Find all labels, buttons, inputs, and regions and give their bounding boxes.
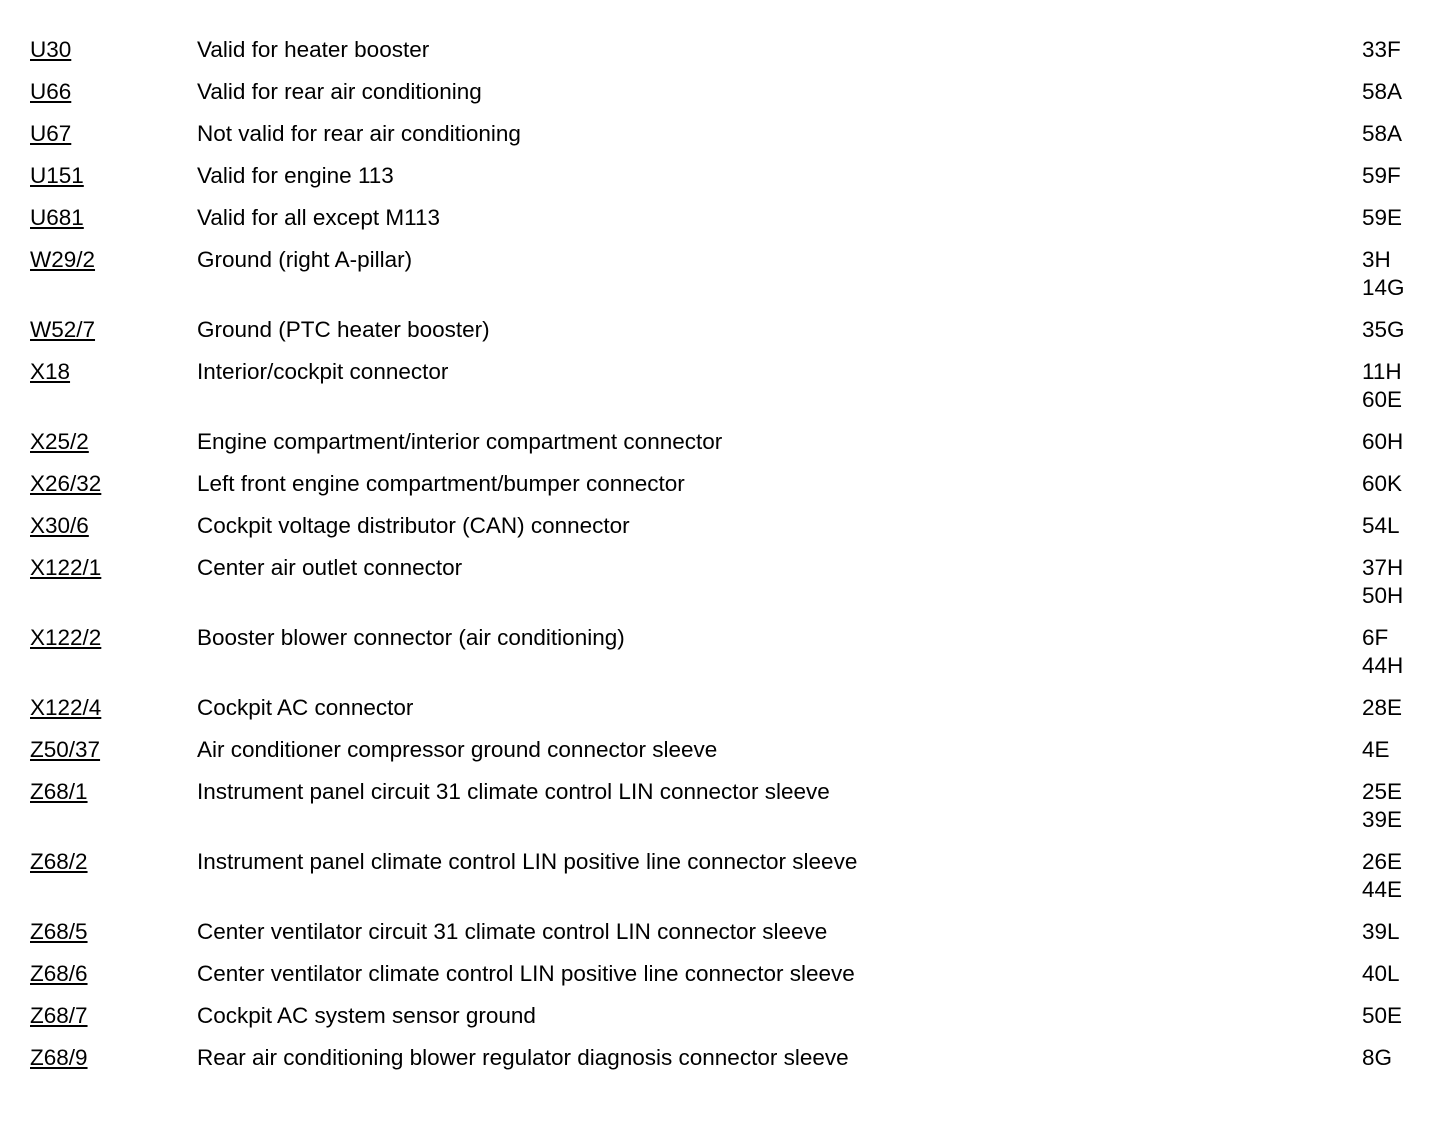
component-description: Center ventilator climate control LIN positive line connector sleeve [197, 961, 855, 986]
grid-reference: 26E [1362, 849, 1403, 874]
component-description: Booster blower connector (air conditioning) [197, 625, 625, 650]
component-description: Instrument panel climate control LIN positive line connector sleeve [197, 849, 858, 874]
grid-reference-list [1362, 736, 1456, 764]
component-description: Valid for heater booster [197, 37, 430, 62]
legend-row [0, 694, 1456, 736]
component-code-link[interactable]: Z68/9 [30, 1045, 88, 1070]
component-description: Cockpit voltage distributor (CAN) connector [197, 513, 630, 538]
component-code-link[interactable]: X122/1 [30, 555, 102, 580]
component-description: Instrument panel circuit 31 climate control LIN connector sleeve [197, 779, 830, 804]
grid-reference: 44H [1362, 653, 1404, 678]
grid-reference: 6F [1362, 625, 1389, 650]
legend-row [0, 162, 1456, 204]
grid-reference: 8G [1362, 1045, 1393, 1070]
grid-reference: 3H [1362, 247, 1391, 272]
legend-row [0, 554, 1456, 624]
grid-reference-list [1362, 1002, 1456, 1030]
grid-reference-list [1362, 470, 1456, 498]
component-code-link[interactable]: W29/2 [30, 247, 96, 272]
grid-reference: 35G [1362, 317, 1405, 342]
grid-reference: 14G [1362, 275, 1405, 300]
grid-reference: 44E [1362, 877, 1403, 902]
component-code-link[interactable]: X30/6 [30, 513, 89, 538]
component-code-link[interactable]: Z50/37 [30, 737, 101, 762]
grid-reference: 58A [1362, 121, 1403, 146]
component-code-link[interactable]: U681 [30, 205, 84, 230]
component-description: Valid for engine 113 [197, 163, 394, 188]
component-code-link[interactable]: U66 [30, 79, 72, 104]
component-description: Ground (right A-pillar) [197, 247, 413, 272]
legend-row [0, 120, 1456, 162]
grid-reference-list [1362, 36, 1456, 64]
component-code-link[interactable]: X26/32 [30, 471, 102, 496]
component-description: Valid for rear air conditioning [197, 79, 482, 104]
component-description: Cockpit AC system sensor ground [197, 1003, 536, 1028]
grid-reference: 59F [1362, 163, 1401, 188]
component-code-link[interactable]: Z68/7 [30, 1003, 88, 1028]
grid-reference-list [1362, 246, 1456, 302]
component-code-link[interactable]: Z68/6 [30, 961, 88, 986]
grid-reference-list [1362, 848, 1456, 904]
component-code-link[interactable]: U151 [30, 163, 84, 188]
component-description: Ground (PTC heater booster) [197, 317, 490, 342]
grid-reference-list [1362, 960, 1456, 988]
grid-reference: 60K [1362, 471, 1403, 496]
component-code-link[interactable]: Z68/5 [30, 919, 88, 944]
grid-reference: 33F [1362, 37, 1401, 62]
component-code-link[interactable]: X25/2 [30, 429, 89, 454]
legend-row [0, 246, 1456, 316]
grid-reference: 39L [1362, 919, 1400, 944]
component-code-link[interactable]: Z68/1 [30, 779, 88, 804]
legend-row [0, 36, 1456, 78]
legend-row [0, 778, 1456, 848]
grid-reference: 40L [1362, 961, 1400, 986]
grid-reference: 37H [1362, 555, 1404, 580]
component-description: Not valid for rear air conditioning [197, 121, 521, 146]
component-code-link[interactable]: W52/7 [30, 317, 96, 342]
grid-reference-list [1362, 554, 1456, 610]
grid-reference: 60H [1362, 429, 1404, 454]
grid-reference: 50H [1362, 583, 1404, 608]
grid-reference-list [1362, 778, 1456, 834]
component-description: Air conditioner compressor ground connector sleeve [197, 737, 718, 762]
grid-reference: 59E [1362, 205, 1403, 230]
grid-reference-list [1362, 428, 1456, 456]
legend-row [0, 960, 1456, 1002]
grid-reference-list [1362, 694, 1456, 722]
grid-reference-list [1362, 1044, 1456, 1072]
legend-row [0, 204, 1456, 246]
grid-reference: 50E [1362, 1003, 1403, 1028]
component-description: Center air outlet connector [197, 555, 463, 580]
component-description: Interior/cockpit connector [197, 359, 449, 384]
component-code-link[interactable]: X18 [30, 359, 71, 384]
grid-reference-list [1362, 358, 1456, 414]
component-code-link[interactable]: Z68/2 [30, 849, 88, 874]
legend-row [0, 428, 1456, 470]
grid-reference: 58A [1362, 79, 1403, 104]
legend-row [0, 736, 1456, 778]
component-description: Left front engine compartment/bumper connector [197, 471, 685, 496]
grid-reference: 11H [1362, 359, 1402, 384]
grid-reference: 4E [1362, 737, 1390, 762]
component-description: Center ventilator circuit 31 climate control LIN connector sleeve [197, 919, 828, 944]
component-code-link[interactable]: U67 [30, 121, 72, 146]
grid-reference: 25E [1362, 779, 1403, 804]
grid-reference-list [1362, 316, 1456, 344]
grid-reference-list [1362, 918, 1456, 946]
legend-row [0, 316, 1456, 358]
component-description: Engine compartment/interior compartment connector [197, 429, 723, 454]
component-description: Rear air conditioning blower regulator diagnosis connector sleeve [197, 1045, 849, 1070]
component-code-link[interactable]: X122/2 [30, 625, 102, 650]
grid-reference: 39E [1362, 807, 1403, 832]
legend-row [0, 1002, 1456, 1044]
component-code-link[interactable]: U30 [30, 37, 72, 62]
grid-reference-list [1362, 512, 1456, 540]
grid-reference: 54L [1362, 513, 1400, 538]
legend-row [0, 78, 1456, 120]
grid-reference-list [1362, 78, 1456, 106]
legend-row [0, 624, 1456, 694]
component-description: Valid for all except M113 [197, 205, 441, 230]
grid-reference-list [1362, 120, 1456, 148]
grid-reference: 28E [1362, 695, 1403, 720]
legend-row [0, 848, 1456, 918]
component-code-link[interactable]: X122/4 [30, 695, 102, 720]
legend-row [0, 358, 1456, 428]
grid-reference: 60E [1362, 387, 1403, 412]
grid-reference-list [1362, 204, 1456, 232]
legend-row [0, 512, 1456, 554]
component-description: Cockpit AC connector [197, 695, 414, 720]
grid-reference-list [1362, 624, 1456, 680]
grid-reference-list [1362, 162, 1456, 190]
legend-row [0, 470, 1456, 512]
legend-row [0, 918, 1456, 960]
legend-row [0, 1044, 1456, 1086]
